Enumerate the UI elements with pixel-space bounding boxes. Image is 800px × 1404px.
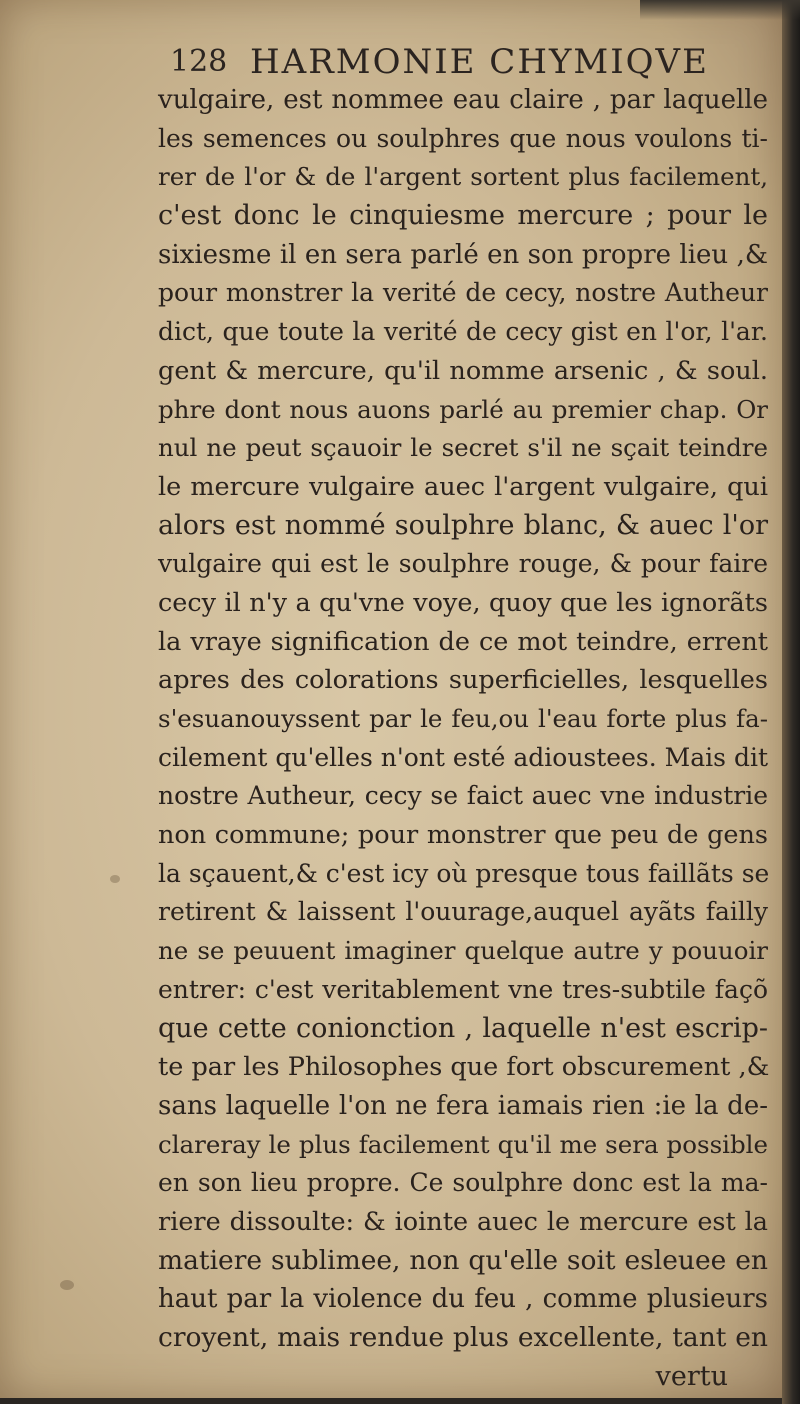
catchword: vertu	[655, 1360, 728, 1392]
text-line: croyent, mais rendue plus excellente, tant en	[158, 1322, 768, 1353]
text-line: gent & mercure, qu'il nomme arsenic , & soul.	[158, 355, 768, 386]
text-line: retirent & laissent l'ouurage,auquel ayãts failly	[158, 897, 768, 927]
running-title: HARMONIE CHYMIQVE	[250, 42, 709, 82]
text-line: clareray le plus facilement qu'il me sera possible	[158, 1129, 768, 1159]
ink-smudge	[110, 875, 120, 883]
text-line: s'esuanouyssent par le feu,ou l'eau forte plus fa-	[158, 704, 768, 733]
text-line: pour monstrer la verité de cecy, nostre Autheur	[158, 278, 768, 308]
text-line: rer de l'or & de l'argent sortent plus facilement,	[158, 162, 768, 192]
text-line: haut par la violence du feu , comme plusieurs	[158, 1284, 768, 1315]
text-line: ne se peuuent imaginer quelque autre y pouuoir	[158, 936, 768, 966]
page-header	[170, 40, 770, 84]
text-line: le mercure vulgaire auec l'argent vulgaire, qui	[158, 471, 768, 502]
ink-smudge	[60, 1280, 74, 1290]
text-line: te par les Philosophes que fort obscurement ,&	[158, 1052, 770, 1083]
text-line: c'est donc le cinquiesme mercure ; pour le	[158, 200, 768, 232]
page-edge-shadow	[640, 0, 800, 20]
text-line: cilement qu'elles n'ont esté adioustees. Mais dit	[158, 742, 768, 772]
text-line: matiere sublimee, non qu'elle soit esleuee en	[158, 1244, 768, 1276]
text-line: la vraye signification de ce mot teindre, errent	[158, 626, 768, 657]
text-line: sans laquelle l'on ne fera iamais rien :ie la de-	[158, 1090, 768, 1121]
body-text	[158, 81, 768, 1396]
text-line: cecy il n'y a qu'vne voye, quoy que les ignorãts	[158, 587, 768, 618]
text-line: non commune; pour monstrer que peu de gens	[158, 820, 768, 851]
text-line: que cette conionction , laquelle n'est escrip-	[158, 1012, 768, 1044]
text-line: les semences ou soulphres que nous voulons ti-	[158, 123, 768, 153]
text-line: nul ne peut sçauoir le secret s'il ne sçait teindre	[158, 433, 768, 463]
page-number: 128	[170, 44, 228, 79]
text-line: en son lieu propre. Ce soulphre donc est la ma-	[158, 1168, 768, 1198]
text-line: dict, que toute la verité de cecy gist en l'or, l'ar.	[158, 317, 768, 347]
text-line: nostre Autheur, cecy se faict auec vne industrie	[158, 781, 768, 811]
book-spine	[782, 0, 800, 1404]
text-line: vulgaire, est nommee eau claire , par laquelle	[158, 85, 768, 115]
text-line: sixiesme il en sera parlé en son propre lieu ,&	[158, 239, 768, 270]
text-line: alors est nommé soulphre blanc, & auec l'or	[158, 509, 768, 541]
text-line: apres des colorations superficielles, lesquelles	[158, 665, 768, 696]
text-line: phre dont nous auons parlé au premier chap. Or	[158, 394, 768, 424]
text-line: la sçauent,& c'est icy où presque tous faillãts se	[158, 858, 770, 888]
text-line: entrer: c'est veritablement vne tres-subtile façõ	[158, 974, 768, 1004]
text-line: riere dissoulte: & iointe auec le mercure est la	[158, 1206, 768, 1237]
text-line: vulgaire qui est le soulphre rouge, & pour faire	[158, 549, 768, 579]
